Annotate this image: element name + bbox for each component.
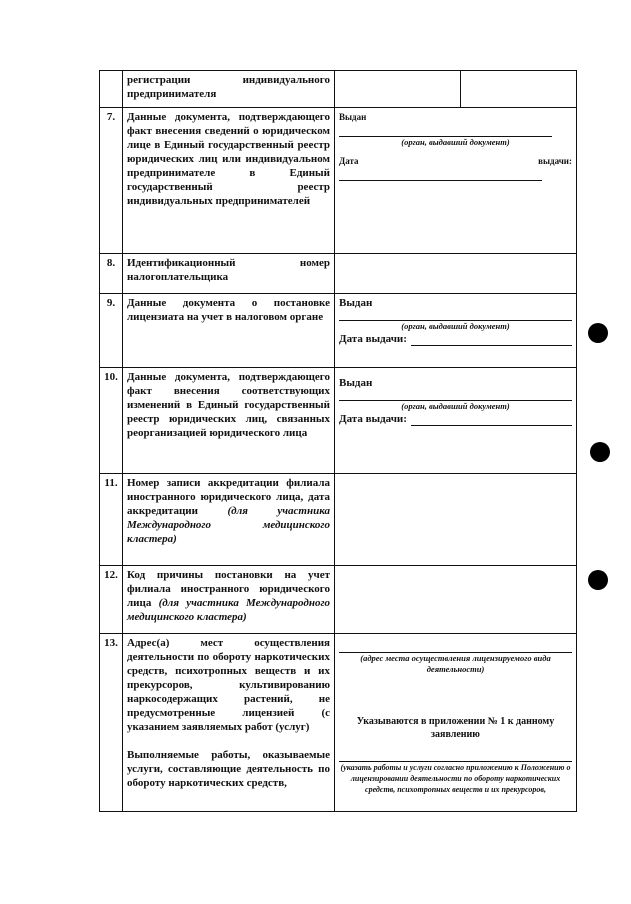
- row-number: 11.: [100, 474, 123, 566]
- field-label-text: Код причины постановки на учет филиала иностранного юридического лица: [127, 569, 330, 609]
- issuer-caption: (орган, выдавший документ): [401, 401, 510, 411]
- row-number: 13.: [100, 634, 123, 812]
- row-number: 7.: [100, 108, 123, 254]
- table-row: [100, 294, 577, 368]
- issued-label: Выдан: [339, 297, 373, 309]
- works-caption: (указать работы и услуги согласно приложению к Положению о лицензировании деятельности по обороту наркотических средств, психотропных веществ и их прекурсоров,: [340, 763, 571, 794]
- field-label: Данные документа о постановке лицензиата на учет в налоговом органе: [123, 294, 335, 368]
- table-row: [100, 254, 577, 294]
- punch-hole-icon: [588, 323, 608, 343]
- row-number: [100, 71, 123, 108]
- field-label: [123, 566, 335, 634]
- table-row: [100, 634, 577, 812]
- table-row: [100, 474, 577, 566]
- address-line[interactable]: [339, 640, 572, 653]
- field-label: Данные документа, подтверждающего факт внесения сведений о юридическом лице в Единый государственный реестр юридических лиц или индивидуальном предпринимателе в Единый государственный реестр индивидуальных предпринимателей: [123, 108, 335, 254]
- field-label-note: (для участника Международного медицинского кластера): [127, 597, 330, 623]
- field-value: [335, 368, 577, 474]
- date-label: Дата выдачи:: [339, 413, 407, 425]
- date-line[interactable]: [339, 168, 542, 181]
- field-label-text: Номер записи аккредитации филиала иностранного юридического лица, дата аккредитации: [127, 477, 330, 517]
- license-form-table: [99, 70, 577, 812]
- field-value[interactable]: [335, 254, 577, 294]
- appendix-note: Указываются в приложении № 1 к данному заявлению: [356, 716, 555, 740]
- date-tail-label: выдачи:: [538, 156, 572, 166]
- row-number: 8.: [100, 254, 123, 294]
- table-row: [100, 566, 577, 634]
- table-row: [100, 368, 577, 474]
- field-label: Данные документа, подтверждающего факт внесения соответствующих изменений в Единый государственный реестр юридических лиц, связанных реорганизацией юридического лица: [123, 368, 335, 474]
- field-label-note: (для участника Международного медицинского кластера): [127, 505, 330, 545]
- date-line[interactable]: [411, 413, 572, 426]
- table-row: [100, 108, 577, 254]
- field-label-text: Адрес(а) мест осуществления деятельности по обороту наркотических средств, психотропных веществ и их прекурсоров, культивированию наркосодержащих растений, не предусмотренные лицензией (с указанием заявляемых работ (услуг): [127, 637, 330, 733]
- field-label: [123, 474, 335, 566]
- field-label-text-works: Выполняемые работы, оказываемые услуги, составляющие деятельность по обороту наркотических средств,: [127, 749, 330, 789]
- punch-hole-icon: [590, 442, 610, 462]
- field-label: регистрации индивидуального предпринимателя: [123, 71, 335, 108]
- issued-label: Выдан: [339, 377, 373, 389]
- date-label: Дата: [339, 156, 359, 166]
- issuer-line[interactable]: [339, 124, 552, 137]
- field-value[interactable]: [335, 474, 577, 566]
- row-number: 9.: [100, 294, 123, 368]
- issuer-caption: (орган, выдавший документ): [401, 137, 510, 147]
- punch-hole-icon: [588, 570, 608, 590]
- row-number: 10.: [100, 368, 123, 474]
- issued-label: Выдан: [339, 112, 367, 122]
- date-line[interactable]: [411, 333, 572, 346]
- field-label: [123, 634, 335, 812]
- value-cell-right: [460, 71, 576, 107]
- value-cell-left: [335, 71, 460, 107]
- field-label: Идентификационный номер налогоплательщика: [123, 254, 335, 294]
- field-value: [335, 71, 577, 108]
- date-label: Дата выдачи:: [339, 333, 407, 345]
- works-line[interactable]: [339, 749, 572, 762]
- field-value: [335, 294, 577, 368]
- issuer-line[interactable]: [339, 388, 572, 401]
- field-value: [335, 108, 577, 254]
- issuer-caption: (орган, выдавший документ): [401, 321, 510, 331]
- row-number: 12.: [100, 566, 123, 634]
- table-row: [100, 71, 577, 108]
- field-value[interactable]: [335, 566, 577, 634]
- address-caption: (адрес места осуществления лицензируемого вида деятельности): [360, 653, 551, 674]
- field-value: [335, 634, 577, 812]
- issuer-line[interactable]: [339, 308, 572, 321]
